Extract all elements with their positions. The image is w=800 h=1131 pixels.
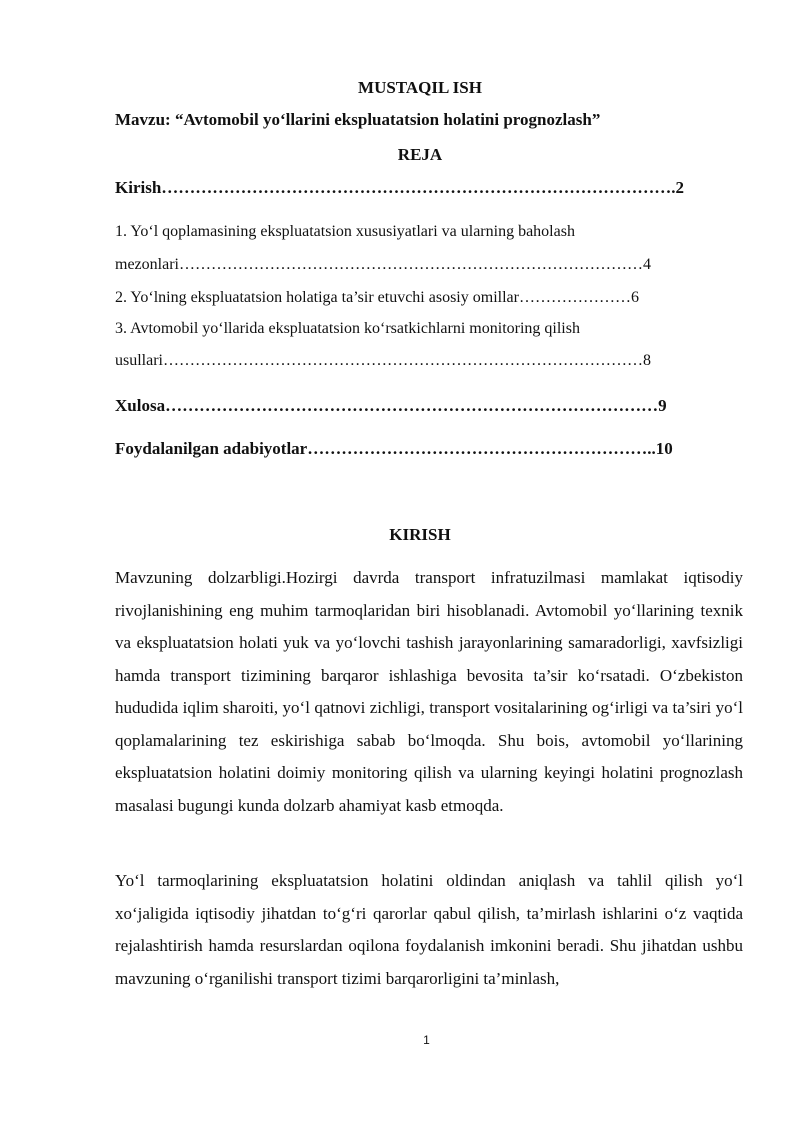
toc-item-conclusion: Xulosa……………………………………………………………………………9 <box>115 396 667 415</box>
page-number: 1 <box>423 1033 430 1047</box>
toc-item-3-line-2: usullari………………………………………………………………………………8 <box>115 352 651 369</box>
toc-item-2: 2. Yo‘lning ekspluatatsion holatiga ta’sir etuvchi asosiy omillar…………………6 <box>115 289 639 306</box>
toc-item-intro: Kirish……………………………………………………………………………….2 <box>115 178 685 197</box>
toc-item-1-line-2: mezonlari……………………………………………………………………………4 <box>115 256 651 273</box>
toc-item-3-line-1: 3. Avtomobil yo‘llarida ekspluatatsion ko‘rsatkichlarni monitoring qilish <box>115 320 580 337</box>
body-paragraph-2: Yo‘l tarmoqlarining ekspluatatsion holatini oldindan aniqlash va tahlil qilish yo‘l xo‘jaligida iqtisodiy jihatdan to‘g‘ri qarorlar qabul qilish, ta’mirlash ishlarini o‘z vaqtida rejalashtirish hamda resurslardan oqilona foydalanish imkonini beradi. Shu jihatdan ushbu mavzuning o‘rganilishi transport tizimi barqarorligini ta’minlash, <box>115 871 743 988</box>
section-heading: KIRISH <box>389 525 451 544</box>
document-heading: MUSTAQIL ISH <box>358 78 482 97</box>
toc-item-references: Foydalanilgan adabiyotlar……………………………………………………..10 <box>115 439 673 458</box>
plan-heading: REJA <box>397 145 443 164</box>
body-paragraph-1: Mavzuning dolzarbligi.Hozirgi davrda transport infratuzilmasi mamlakat iqtisodiy rivojlanishining eng muhim tarmoqlaridan biri hisoblanadi. Avtomobil yo‘llarining texnik va ekspluatatsion holati yuk va yo‘lovchi tashish jarayonlarining samaradorligi, xavfsizligi hamda transport tizimining barqaror ishlashiga bevosita ta’sir ko‘rsatadi. O‘zbekiston hududida iqlim sharoiti, yo‘l qatnovi zichligi, transport vositalarining og‘irligi va ta’siri yo‘l qoplamalarining tez eskirishiga sabab bo‘lmoqda. Shu bois, avtomobil yo‘llarining ekspluatatsion holatini doimiy monitoring qilish va ularning keyingi holatini prognozlash masalasi bugungi kunda dolzarb ahamiyat kasb etmoqda. <box>115 568 743 815</box>
topic-line: Mavzu: “Avtomobil yo‘llarini ekspluatatsion holatini prognozlash” <box>115 110 601 129</box>
toc-item-1-line-1: 1. Yo‘l qoplamasining ekspluatatsion xususiyatlari va ularning baholash <box>115 223 575 240</box>
